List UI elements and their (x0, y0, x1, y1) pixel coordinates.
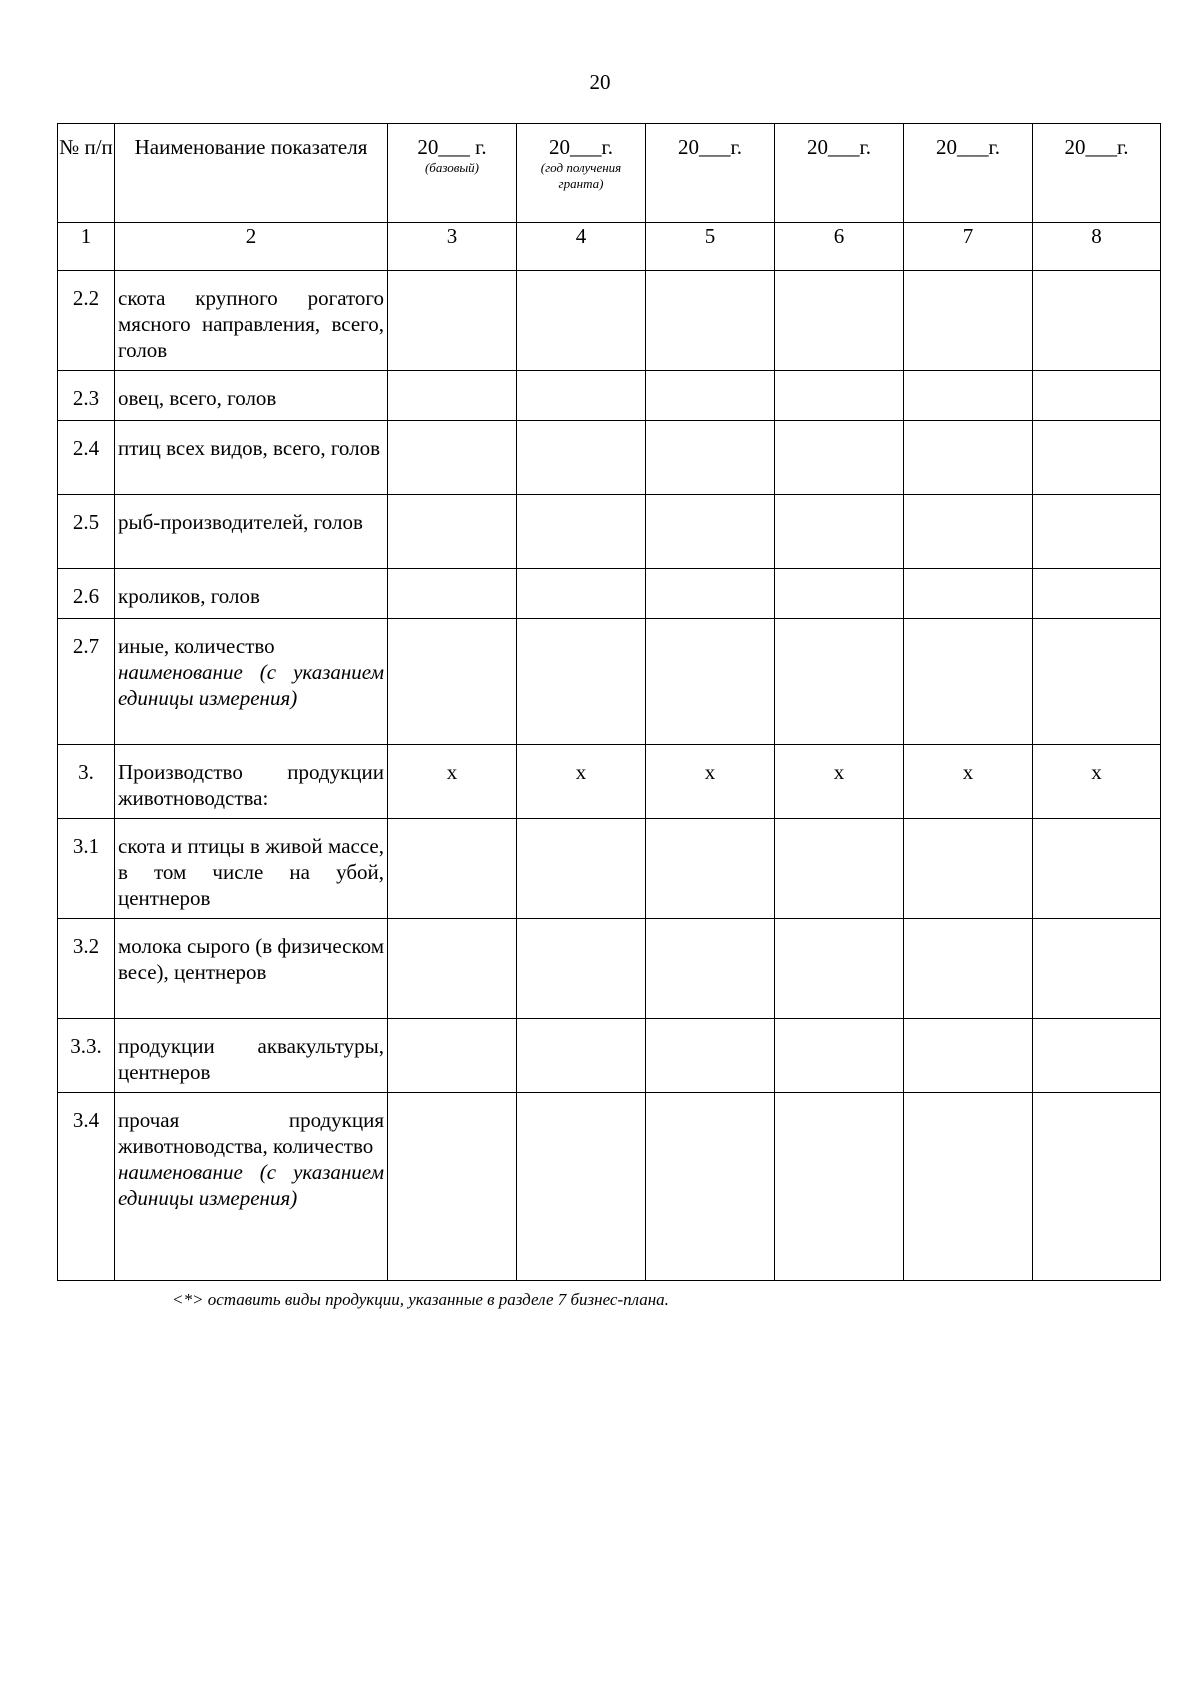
table-row (58, 1093, 1161, 1281)
row-name (115, 819, 388, 919)
page-number: 20 (589, 70, 611, 94)
row-value-cell: х (388, 745, 517, 819)
row-number: 2.5 (58, 495, 115, 569)
row-value-cell (1033, 1019, 1161, 1093)
row-name-text: рыб-производителей, голов (118, 510, 363, 534)
header-year-1 (388, 124, 517, 223)
row-value-cell (904, 271, 1033, 371)
row-name (115, 619, 388, 745)
row-value-cell (1033, 421, 1161, 495)
row-value-cell (517, 619, 646, 745)
table-row (58, 919, 1161, 1019)
row-name-note: наименование (с указанием единицы измерения) (118, 1160, 384, 1210)
row-value-cell (646, 421, 775, 495)
col-index: 7 (904, 223, 1033, 271)
row-value-cell (1033, 271, 1161, 371)
row-value-cell: х (646, 745, 775, 819)
row-value-cell (388, 271, 517, 371)
row-value-cell (517, 1093, 646, 1281)
table-row (58, 271, 1161, 371)
row-number: 3.2 (58, 919, 115, 1019)
header-year-3 (646, 124, 775, 223)
row-value-cell (646, 819, 775, 919)
row-name-text: птиц всех видов, всего, голов (118, 436, 381, 460)
row-value-cell (646, 271, 775, 371)
row-value-cell (775, 1093, 904, 1281)
header-name-label: Наименование показателя (134, 135, 368, 159)
row-value-cell (388, 619, 517, 745)
row-value-cell (646, 495, 775, 569)
row-value-cell (904, 569, 1033, 619)
row-name (115, 919, 388, 1019)
row-value-cell (775, 421, 904, 495)
row-name-text: скота и птицы в живой массе, в том числе на убой, центнеров (118, 834, 384, 910)
table-row (58, 619, 1161, 745)
row-value-cell (904, 619, 1033, 745)
row-value-cell (646, 919, 775, 1019)
row-name (115, 569, 388, 619)
column-index-row (58, 223, 1161, 271)
table-row (58, 495, 1161, 569)
row-value-cell (904, 919, 1033, 1019)
year-label: 20___ г. (417, 135, 487, 159)
table-row (58, 421, 1161, 495)
row-value-cell (775, 271, 904, 371)
row-name (115, 1093, 388, 1281)
col-index: 4 (517, 223, 646, 271)
row-value-cell (1033, 371, 1161, 421)
year-label: 20___г. (807, 135, 871, 159)
row-name-text: овец, всего, голов (118, 386, 277, 410)
row-value-cell (388, 1093, 517, 1281)
row-name (115, 495, 388, 569)
row-value-cell (388, 421, 517, 495)
row-number: 2.6 (58, 569, 115, 619)
row-value-cell (904, 371, 1033, 421)
row-value-cell (646, 371, 775, 421)
table-body (58, 271, 1161, 1281)
footnote: <*> оставить виды продукции, указанные в разделе 7 бизнес-плана. (172, 1290, 669, 1309)
header-name (115, 124, 388, 223)
row-name-text: продукции аквакультуры, центнеров (118, 1034, 384, 1084)
col-index: 8 (1033, 223, 1161, 271)
row-number: 2.2 (58, 271, 115, 371)
col-index: 6 (775, 223, 904, 271)
row-value-cell (775, 819, 904, 919)
row-value-cell (646, 1019, 775, 1093)
row-number: 2.7 (58, 619, 115, 745)
row-value-cell (1033, 569, 1161, 619)
year-label: 20___г. (549, 135, 613, 159)
col-index: 3 (388, 223, 517, 271)
row-value-cell (517, 271, 646, 371)
row-name (115, 1019, 388, 1093)
row-value-cell (517, 371, 646, 421)
row-value-cell (388, 819, 517, 919)
table-row (58, 371, 1161, 421)
row-value-cell (517, 495, 646, 569)
row-value-cell (1033, 919, 1161, 1019)
year-note: (год получения гранта) (540, 160, 622, 191)
col-index: 5 (646, 223, 775, 271)
row-value-cell (904, 819, 1033, 919)
year-note: (базовый) (424, 160, 480, 175)
row-value-cell (775, 1019, 904, 1093)
row-value-cell (517, 1019, 646, 1093)
year-label: 20___г. (936, 135, 1000, 159)
row-value-cell (517, 819, 646, 919)
row-name (115, 745, 388, 819)
row-value-cell (775, 619, 904, 745)
row-value-cell (388, 495, 517, 569)
table-row (58, 569, 1161, 619)
row-name-text: иные, количество (118, 634, 275, 658)
row-number: 2.4 (58, 421, 115, 495)
row-value-cell (1033, 495, 1161, 569)
row-value-cell (775, 371, 904, 421)
row-value-cell (1033, 1093, 1161, 1281)
row-value-cell: х (517, 745, 646, 819)
row-value-cell (904, 1019, 1033, 1093)
row-value-cell (904, 421, 1033, 495)
row-value-cell: х (775, 745, 904, 819)
indicator-table (57, 123, 1161, 1281)
header-num (58, 124, 115, 223)
col-index: 1 (58, 223, 115, 271)
row-value-cell (517, 919, 646, 1019)
row-name (115, 371, 388, 421)
row-name-text: кроликов, голов (118, 584, 260, 608)
row-value-cell (388, 1019, 517, 1093)
header-year-4 (775, 124, 904, 223)
year-label: 20___г. (1064, 135, 1129, 159)
row-number: 3.3. (58, 1019, 115, 1093)
row-name-text: молока сырого (в физическом весе), центнеров (118, 934, 385, 984)
row-value-cell (775, 919, 904, 1019)
row-name-note: наименование (с указанием единицы измерения) (118, 660, 384, 710)
row-name (115, 271, 388, 371)
row-value-cell: х (904, 745, 1033, 819)
row-value-cell (775, 495, 904, 569)
row-name-text: скота крупного рогатого мясного направления, всего, голов (118, 286, 384, 362)
row-value-cell (904, 495, 1033, 569)
table-row (58, 819, 1161, 919)
header-year-5 (904, 124, 1033, 223)
year-label: 20___г. (678, 135, 742, 159)
header-year-2 (517, 124, 646, 223)
row-value-cell (388, 919, 517, 1019)
row-name-text: Производство продукции животноводства: (118, 760, 384, 810)
table-row (58, 1019, 1161, 1093)
row-number: 3. (58, 745, 115, 819)
header-num-label: № п/п (59, 135, 113, 159)
row-value-cell (904, 1093, 1033, 1281)
row-value-cell (388, 371, 517, 421)
table-row (58, 745, 1161, 819)
row-value-cell (646, 1093, 775, 1281)
row-value-cell (646, 619, 775, 745)
row-value-cell (646, 569, 775, 619)
header-row (58, 124, 1161, 223)
row-value-cell (775, 569, 904, 619)
row-number: 2.3 (58, 371, 115, 421)
col-index: 2 (115, 223, 388, 271)
row-value-cell: х (1033, 745, 1161, 819)
row-number: 3.4 (58, 1093, 115, 1281)
row-value-cell (517, 569, 646, 619)
row-name-text: прочая продукция животноводства, количество (118, 1108, 384, 1158)
header-year-6 (1033, 124, 1161, 223)
row-value-cell (517, 421, 646, 495)
row-value-cell (388, 569, 517, 619)
row-name (115, 421, 388, 495)
row-value-cell (1033, 619, 1161, 745)
row-number: 3.1 (58, 819, 115, 919)
row-value-cell (1033, 819, 1161, 919)
